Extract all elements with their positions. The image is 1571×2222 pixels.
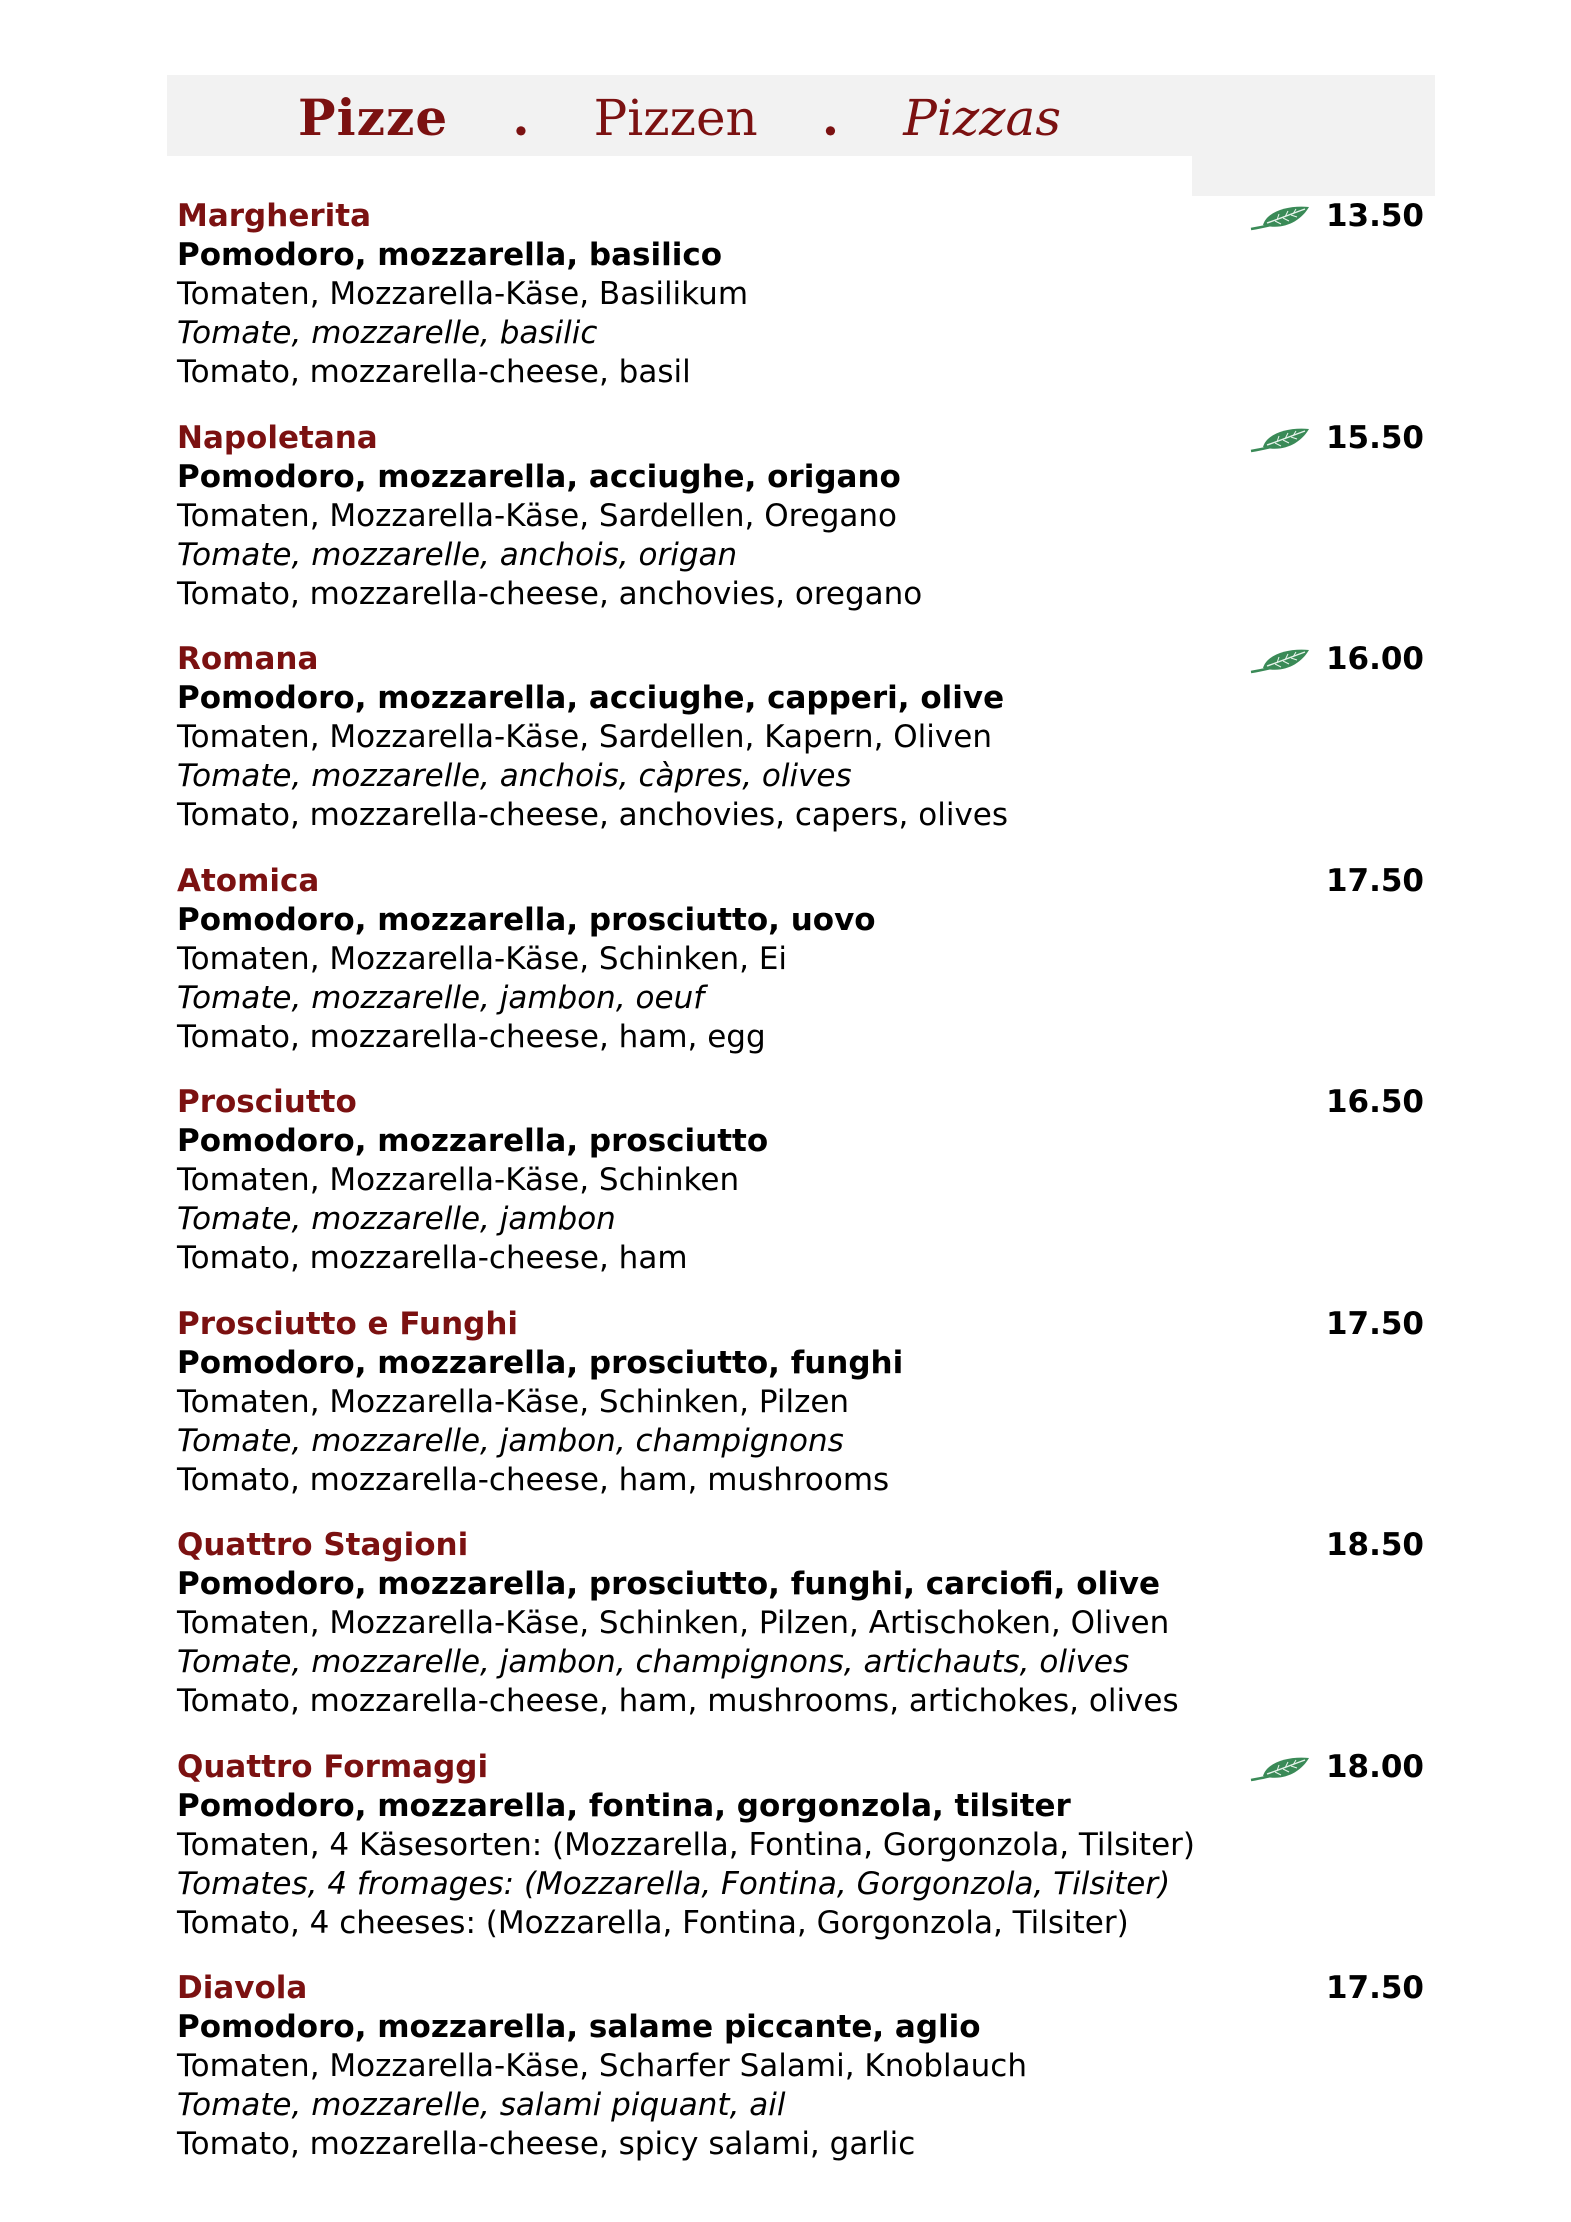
item-ingredients-italian: Pomodoro, mozzarella, salame piccante, aglio	[177, 2009, 981, 2045]
leaf-icon	[1249, 425, 1311, 455]
item-ingredients-english: Tomato, mozzarella-cheese, ham, mushrooms, artichokes, olives	[177, 1683, 1179, 1719]
item-name: Quattro Stagioni	[177, 1527, 469, 1563]
item-ingredients-english: Tomato, mozzarella-cheese, ham	[177, 1240, 688, 1276]
item-price: 18.50	[1325, 1527, 1424, 1563]
item-ingredients-french: Tomates, 4 fromages: (Mozzarella, Fontina, Gorgonzola, Tilsiter)	[177, 1866, 1171, 1902]
title-italian: Pizze	[298, 88, 449, 147]
item-ingredients-english: Tomato, mozzarella-cheese, ham, mushrooms	[177, 1462, 890, 1498]
item-ingredients-english: Tomato, mozzarella-cheese, anchovies, capers, olives	[177, 797, 1009, 833]
item-ingredients-french: Tomate, mozzarelle, jambon, oeuf	[177, 980, 705, 1016]
item-name: Prosciutto e Funghi	[177, 1306, 519, 1342]
item-price: 16.00	[1325, 641, 1424, 677]
leaf-icon	[1249, 1754, 1311, 1784]
item-name: Margherita	[177, 198, 371, 234]
item-ingredients-italian: Pomodoro, mozzarella, prosciutto, funghi	[177, 1345, 904, 1381]
item-ingredients-german: Tomaten, 4 Käsesorten: (Mozzarella, Fontina, Gorgonzola, Tilsiter)	[177, 1827, 1195, 1863]
item-ingredients-english: Tomato, mozzarella-cheese, ham, egg	[177, 1019, 766, 1055]
leaf-icon	[1249, 203, 1311, 233]
item-ingredients-french: Tomate, mozzarelle, salami piquant, ail	[177, 2087, 786, 2123]
item-name: Diavola	[177, 1970, 308, 2006]
item-ingredients-german: Tomaten, Mozzarella-Käse, Scharfer Salami, Knoblauch	[177, 2048, 1027, 2084]
title-separator: .	[512, 88, 530, 147]
item-name: Napoletana	[177, 420, 378, 456]
item-ingredients-french: Tomate, mozzarelle, jambon, champignons, artichauts, olives	[177, 1644, 1130, 1680]
item-ingredients-german: Tomaten, Mozzarella-Käse, Sardellen, Oregano	[177, 498, 898, 534]
item-name: Atomica	[177, 863, 320, 899]
item-price: 15.50	[1325, 420, 1424, 456]
menu-item	[177, 1969, 1437, 2164]
item-ingredients-french: Tomate, mozzarelle, jambon	[177, 1201, 616, 1237]
item-ingredients-italian: Pomodoro, mozzarella, acciughe, capperi, olive	[177, 680, 1005, 716]
item-name: Prosciutto	[177, 1084, 357, 1120]
item-price: 17.50	[1325, 863, 1424, 899]
item-ingredients-german: Tomaten, Mozzarella-Käse, Sardellen, Kapern, Oliven	[177, 719, 992, 755]
item-price: 17.50	[1325, 1970, 1424, 2006]
menu-item	[177, 1526, 1437, 1721]
item-ingredients-german: Tomaten, Mozzarella-Käse, Schinken, Pilzen	[177, 1384, 850, 1420]
item-ingredients-english: Tomato, mozzarella-cheese, anchovies, oregano	[177, 576, 923, 612]
menu-item	[177, 197, 1437, 392]
header-band-extension	[1192, 75, 1435, 196]
item-ingredients-german: Tomaten, Mozzarella-Käse, Schinken, Ei	[177, 941, 788, 977]
item-ingredients-german: Tomaten, Mozzarella-Käse, Schinken, Pilzen, Artischoken, Oliven	[177, 1605, 1170, 1641]
item-ingredients-french: Tomate, mozzarelle, basilic	[177, 315, 598, 351]
item-ingredients-italian: Pomodoro, mozzarella, fontina, gorgonzola, tilsiter	[177, 1788, 1071, 1824]
item-ingredients-german: Tomaten, Mozzarella-Käse, Schinken	[177, 1162, 740, 1198]
item-price: 16.50	[1325, 1084, 1424, 1120]
item-ingredients-italian: Pomodoro, mozzarella, prosciutto	[177, 1123, 769, 1159]
title-english: Pizzas	[903, 88, 1061, 147]
item-price: 18.00	[1325, 1749, 1424, 1785]
item-ingredients-french: Tomate, mozzarelle, anchois, càpres, olives	[177, 758, 852, 794]
menu-item	[177, 1748, 1437, 1943]
item-ingredients-italian: Pomodoro, mozzarella, prosciutto, funghi, carciofi, olive	[177, 1566, 1161, 1602]
item-price: 13.50	[1325, 198, 1424, 234]
page-title	[167, 75, 1192, 156]
title-separator: .	[821, 88, 840, 147]
item-name: Romana	[177, 641, 319, 677]
item-ingredients-french: Tomate, mozzarelle, jambon, champignons	[177, 1423, 844, 1459]
item-ingredients-german: Tomaten, Mozzarella-Käse, Basilikum	[177, 276, 749, 312]
item-ingredients-italian: Pomodoro, mozzarella, prosciutto, uovo	[177, 902, 876, 938]
menu-item	[177, 640, 1437, 835]
leaf-icon	[1249, 646, 1311, 676]
item-ingredients-french: Tomate, mozzarelle, anchois, origan	[177, 537, 738, 573]
item-price: 17.50	[1325, 1306, 1424, 1342]
menu-item	[177, 1305, 1437, 1500]
menu-item	[177, 1083, 1437, 1278]
item-name: Quattro Formaggi	[177, 1749, 489, 1785]
item-ingredients-english: Tomato, 4 cheeses: (Mozzarella, Fontina, Gorgonzola, Tilsiter)	[177, 1905, 1129, 1941]
item-ingredients-english: Tomato, mozzarella-cheese, basil	[177, 354, 691, 390]
item-ingredients-italian: Pomodoro, mozzarella, acciughe, origano	[177, 459, 901, 495]
menu-item	[177, 419, 1437, 614]
menu-item	[177, 862, 1437, 1057]
item-ingredients-english: Tomato, mozzarella-cheese, spicy salami, garlic	[177, 2126, 916, 2162]
item-ingredients-italian: Pomodoro, mozzarella, basilico	[177, 237, 723, 273]
title-german: Pizzen	[593, 88, 758, 147]
